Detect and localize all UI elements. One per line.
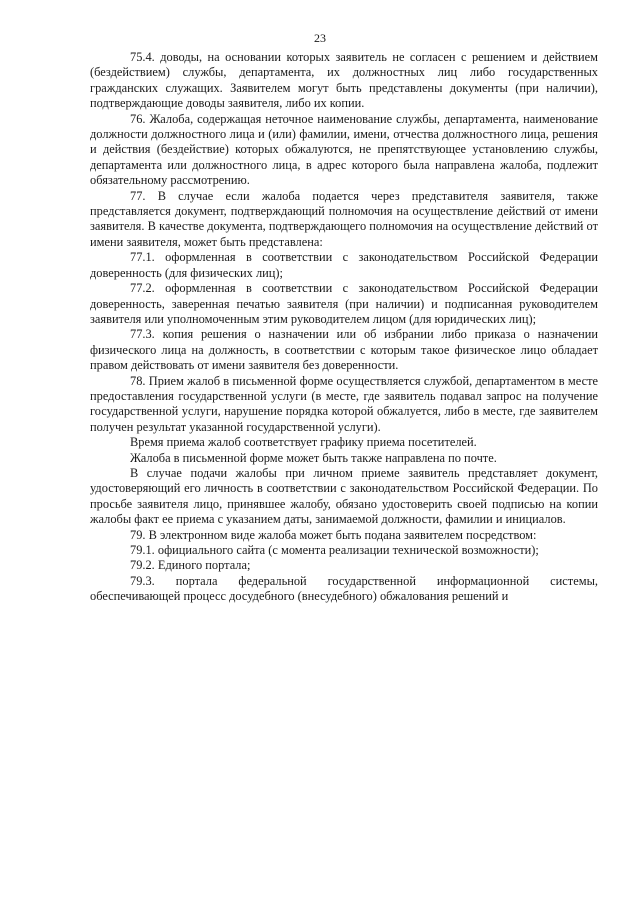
paragraph-75-4: 75.4. доводы, на основании которых заявитель не согласен с решением и действием (бездействием) службы, департамента, их должностных лиц либо государственных гражданских служащих. Заявителем могут быть представлены документы (при наличии), подтверждающие доводы заявителя, либо их копии.	[90, 50, 598, 111]
page-number: 23	[314, 31, 326, 45]
paragraph-postal-complaint: Жалоба в письменной форме может быть также направлена по почте.	[130, 450, 497, 465]
paragraph-78: 78. Прием жалоб в письменной форме осуществляется службой, департаментом в месте предоставления государственной услуги (в месте, где заявитель подавал запрос на получение государственной услуги, нарушение порядка которой обжалуется, либо в месте, где заявителем получен результат указанной государственной услуги).	[90, 373, 598, 434]
paragraph-77-2: 77.2. оформленная в соответствии с законодательством Российской Федерации доверенность, заверенная печатью заявителя (при наличии) и подписанная руководителем заявителя или уполномоченным этим руководителем лицом (для юридических лиц);	[90, 281, 598, 326]
paragraph-79-2: 79.2. Единого портала;	[130, 558, 251, 573]
paragraph-77-1: 77.1. оформленная в соответствии с законодательством Российской Федерации доверенность (для физических лиц);	[90, 250, 598, 280]
paragraph-reception-time: Время приема жалоб соответствует графику приема посетителей.	[130, 435, 477, 450]
paragraph-personal-reception: В случае подачи жалобы при личном приеме заявитель представляет документ, удостоверяющий его личность в соответствии с законодательством Российской Федерации. По просьбе заявителя лицо, принявшее жалобу, обязано удостоверить своей подписью на копии жалобы факт ее приема с указанием даты, занимаемой должности, фамилии и инициалов.	[90, 465, 598, 527]
document-body	[90, 50, 598, 605]
paragraph-79-3: 79.3. портала федеральной государственной информационной системы, обеспечивающей процесс досудебного (внесудебного) обжалования решений и	[90, 573, 598, 604]
paragraph-77-3: 77.3. копия решения о назначении или об избрании либо приказа о назначении физического лица на должность, в соответствии с которым такое физическое лицо обладает правом действовать от имени заявителя без доверенности.	[90, 327, 598, 373]
paragraph-79-1: 79.1. официального сайта (с момента реализации технической возможности);	[130, 543, 539, 557]
paragraph-76: 76. Жалоба, содержащая неточное наименование службы, департамента, наименование должности должностного лица и (или) фамилии, имени, отчества должностного лица, решения и действия (бездействие) которых обжалуются, не препятствующее установлению службы, департамента или должностного лица, в адрес которого была направлена жалоба, подлежит обязательному рассмотрению.	[90, 111, 598, 188]
paragraph-77: 77. В случае если жалоба подается через представителя заявителя, также представляется документ, подтверждающий полномочия на осуществление действий от имени заявителя. В качестве документа, подтверждающего полномочия на осуществление действий от имени заявителя, может быть представлена:	[90, 188, 598, 249]
paragraph-79: 79. В электронном виде жалоба может быть подана заявителем посредством:	[130, 527, 537, 542]
